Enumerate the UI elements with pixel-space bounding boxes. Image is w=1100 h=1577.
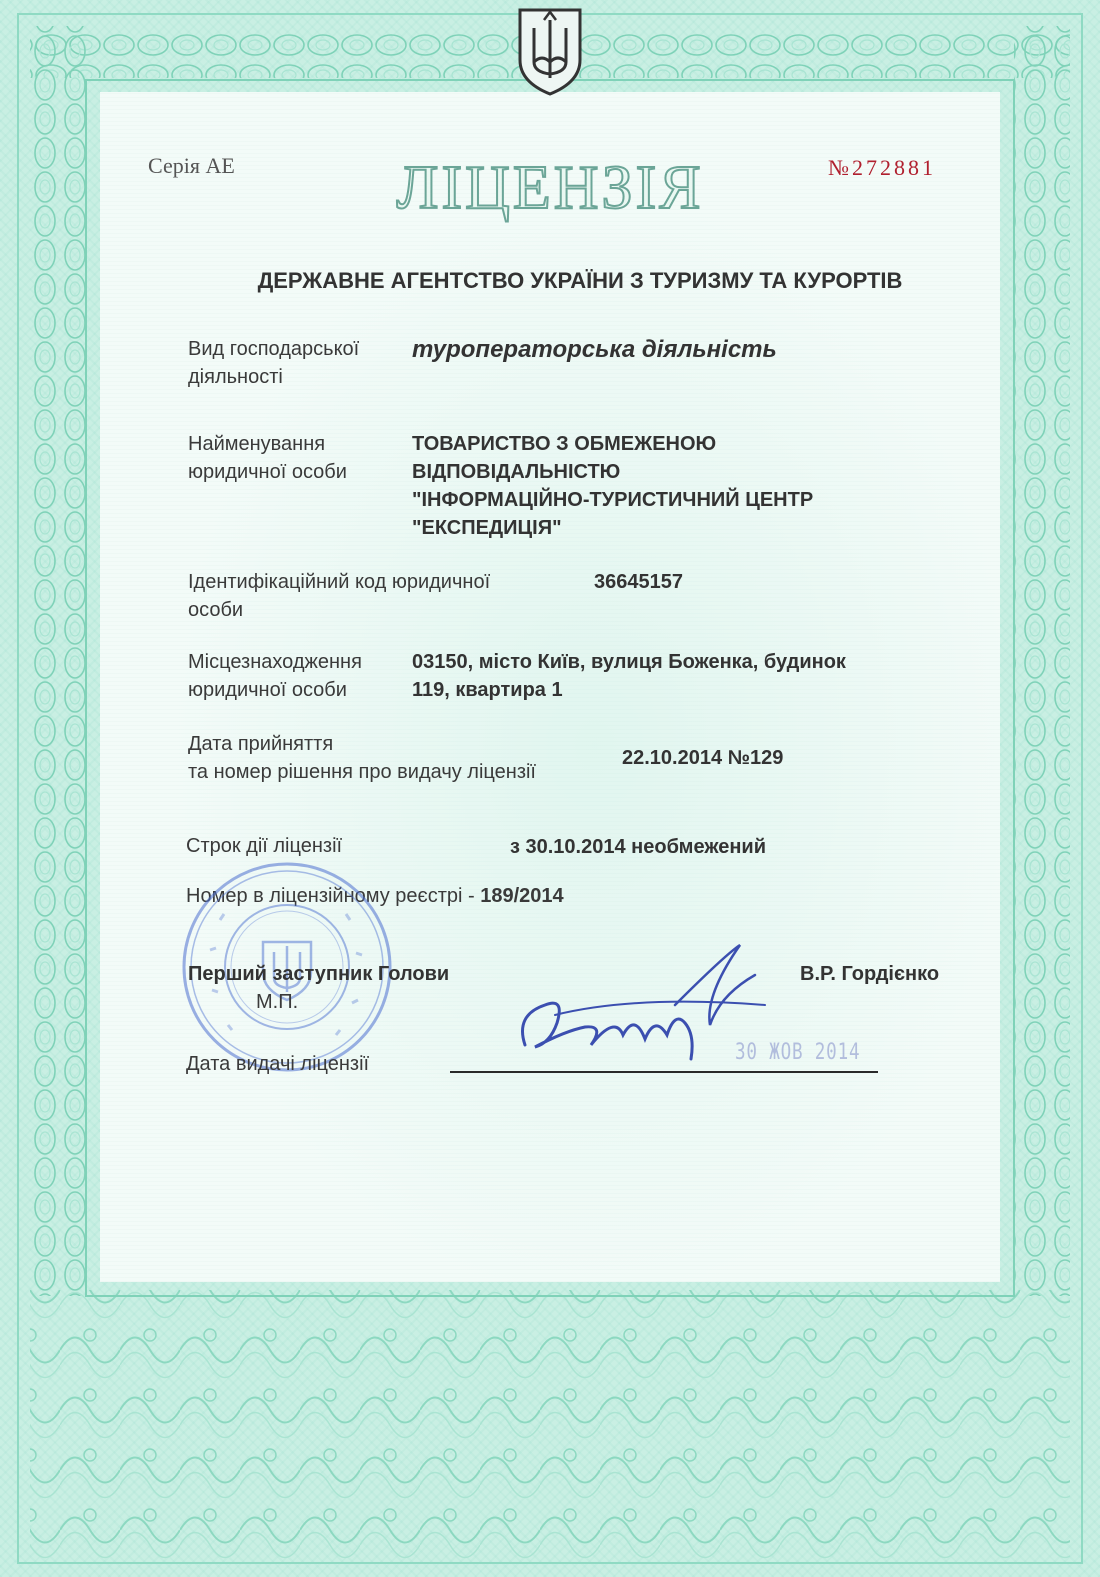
license-number: №272881: [828, 155, 936, 180]
location-line1: 03150, місто Київ, вулиця Боженка, будинок: [412, 651, 846, 673]
seal-mark: М.П.: [256, 991, 299, 1013]
activity-label-line2: діяльності: [188, 366, 283, 388]
id-code-label-line2: особи: [188, 599, 244, 621]
entity-name-label: [188, 430, 347, 486]
entity-name-line2: ВІДПОВІДАЛЬНІСТЮ: [412, 461, 621, 483]
trident-coat-of-arms-icon: [514, 6, 586, 98]
decision-label-line1: Дата прийняття: [188, 733, 334, 755]
registry-label: Номер в ліцензійному реєстрі -: [186, 885, 481, 907]
location-label-line1: Місцезнаходження: [188, 651, 362, 673]
document-title: [380, 140, 720, 230]
id-code-label: [188, 568, 490, 624]
issue-date-stamp: 30 ЖОВ 2014: [735, 1040, 861, 1065]
entity-name-line4: "ЕКСПЕДИЦІЯ": [412, 517, 562, 539]
activity-label: [188, 335, 359, 391]
decision-value: 22.10.2014 №129: [622, 747, 784, 769]
entity-name-line1: ТОВАРИСТВО З ОБМЕЖЕНОЮ: [412, 433, 717, 455]
entity-name-label-line1: Найменування: [188, 433, 326, 455]
issue-date-label: Дата видачі ліцензії: [186, 1053, 370, 1075]
signature-line: [450, 1071, 878, 1073]
term-value: з 30.10.2014 необмежений: [510, 836, 767, 858]
series-label: Серія АЕ: [148, 153, 235, 178]
location-line2: 119, квартира 1: [412, 679, 563, 701]
activity-label-line1: Вид господарської: [188, 338, 360, 360]
location-value: [412, 648, 846, 704]
entity-name-label-line2: юридичної особи: [188, 461, 347, 483]
location-label: [188, 648, 362, 704]
id-code-value: 36645157: [594, 571, 683, 593]
term-label: Строк дії ліцензії: [186, 835, 343, 857]
decision-label-line2: та номер рішення про видачу ліцензії: [188, 761, 536, 783]
agency-name: ДЕРЖАВНЕ АГЕНТСТВО УКРАЇНИ З ТУРИЗМУ ТА КУРОРТІВ: [257, 268, 903, 293]
activity-value: туроператорська діяльність: [412, 336, 777, 363]
signatory-name: В.Р. Гордієнко: [800, 963, 940, 985]
location-label-line2: юридичної особи: [188, 679, 347, 701]
decision-label: [188, 730, 536, 786]
entity-name-value: [412, 430, 813, 542]
document-title-text: ЛІЦЕНЗІЯ: [396, 154, 704, 222]
id-code-label-line1: Ідентифікаційний код юридичної: [188, 571, 491, 593]
entity-name-line3: "ІНФОРМАЦІЙНО-ТУРИСТИЧНИЙ ЦЕНТР: [412, 489, 814, 511]
signatory-position: Перший заступник Голови: [188, 963, 450, 985]
registry-value: 189/2014: [480, 885, 564, 907]
